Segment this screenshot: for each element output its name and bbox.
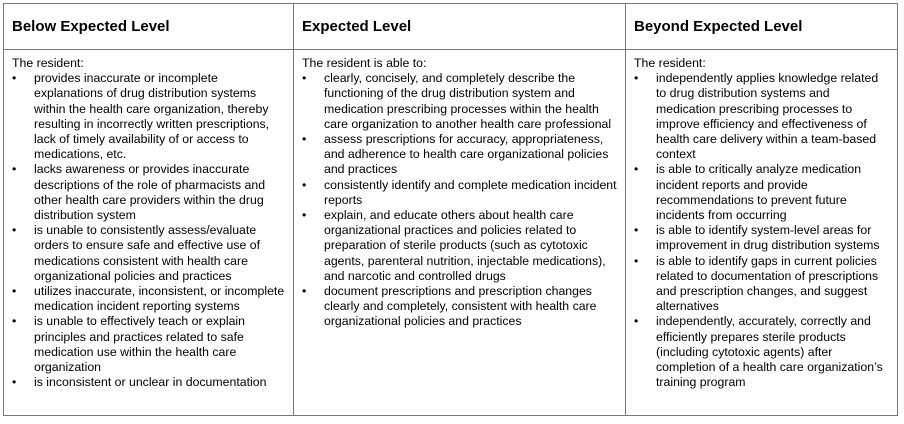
list-item-text: document prescriptions and prescription changes clearly and completely, consistent with health care organizational policies and practices [324,284,597,329]
header-expected: Expected Level [294,4,626,50]
bullet-icon: • [634,71,639,86]
bullet-icon: • [302,177,307,192]
list-item-text: is unable to effectively teach or explain principles and practices related to safe medication use within the health care organization [34,314,245,375]
list-item-text: assess prescriptions for accuracy, appropriateness, and adherence to health care organizational policies and practices [324,132,609,177]
list-item [302,284,617,330]
list-item-text: is unable to consistently assess/evaluate orders to ensure safe and effective use of medications consistent with health care organizational policies and practices [34,223,261,283]
list-item-text: is able to identify system-level areas for improvement in drug distribution systems [656,223,880,253]
list-item-text: explain, and educate others about health care organizational practices and policies related to preparation of sterile products (such as cytotoxic agents, parenteral nutrition, injectable medications), and narcotic and controlled drugs [324,208,606,283]
rubric-table [3,3,898,416]
list-item-text: independently, accurately, correctly and efficiently prepares sterile products (including cytotoxic agents) after completion of a health care organization’s training program [656,314,883,390]
bullet-icon: • [634,253,639,268]
list-item [12,284,285,314]
bullet-icon: • [634,162,639,177]
bullet-icon: • [12,314,17,329]
list-item [302,71,617,132]
header-beyond-expected: Beyond Expected Level [626,4,898,50]
bullet-icon: • [302,284,307,299]
list-item-text: clearly, concisely, and completely describe the functioning of the drug distribution system and medication prescribing processes within the health care organization to another health care professional [324,71,612,131]
criteria-list [12,71,285,390]
bullet-icon: • [12,71,17,86]
bullet-icon: • [12,223,17,238]
cell-intro: The resident: [634,56,706,70]
cell-beyond-expected [626,50,898,416]
bullet-icon: • [634,223,639,238]
bullet-icon: • [302,208,307,223]
list-item [302,132,617,178]
list-item-text: independently applies knowledge related to drug distribution systems and medication prescribing processes to improve efficiency and effectiveness of health care delivery within a team-based context [656,71,879,162]
list-item [634,254,889,315]
header-below-expected: Below Expected Level [4,4,294,50]
list-item [12,162,285,223]
content-row [4,50,898,416]
list-item [634,314,889,390]
cell-below-expected [4,50,294,416]
bullet-icon: • [12,162,17,177]
bullet-icon: • [12,284,17,299]
list-item [12,71,285,162]
list-item-text: is able to critically analyze medication incident reports and provide recommendations to prevent future incidents from occurring [656,162,862,223]
list-item [634,71,889,162]
list-item [634,223,889,253]
list-item-text: lacks awareness or provides inaccurate descriptions of the role of pharmacists and other health care providers within the drug distribution system [34,162,266,223]
cell-intro: The resident is able to: [302,56,427,70]
list-item [12,223,285,284]
list-item [12,375,285,390]
list-item-text: consistently identify and complete medication incident reports [324,177,617,207]
bullet-icon: • [302,132,307,147]
criteria-list [634,71,889,390]
list-item [12,314,285,375]
cell-intro: The resident: [12,56,84,70]
list-item-text: provides inaccurate or incomplete explanations of drug distribution systems within the health care organization, thereby resulting in incorrectly written prescriptions, lack of timely availability of or access to medications, etc. [34,71,270,162]
list-item-text: is inconsistent or unclear in documentation [34,375,267,390]
list-item-text: utilizes inaccurate, inconsistent, or incomplete medication incident reporting systems [34,284,285,314]
list-item [302,208,617,284]
criteria-list [302,71,617,329]
bullet-icon: • [302,71,307,86]
header-row [4,4,898,50]
list-item [634,162,889,223]
bullet-icon: • [634,314,639,329]
list-item [302,178,617,208]
cell-expected [294,50,626,416]
list-item-text: is able to identify gaps in current policies related to documentation of prescriptions and prescription changes, and suggest alternatives [656,253,879,314]
bullet-icon: • [12,375,17,390]
